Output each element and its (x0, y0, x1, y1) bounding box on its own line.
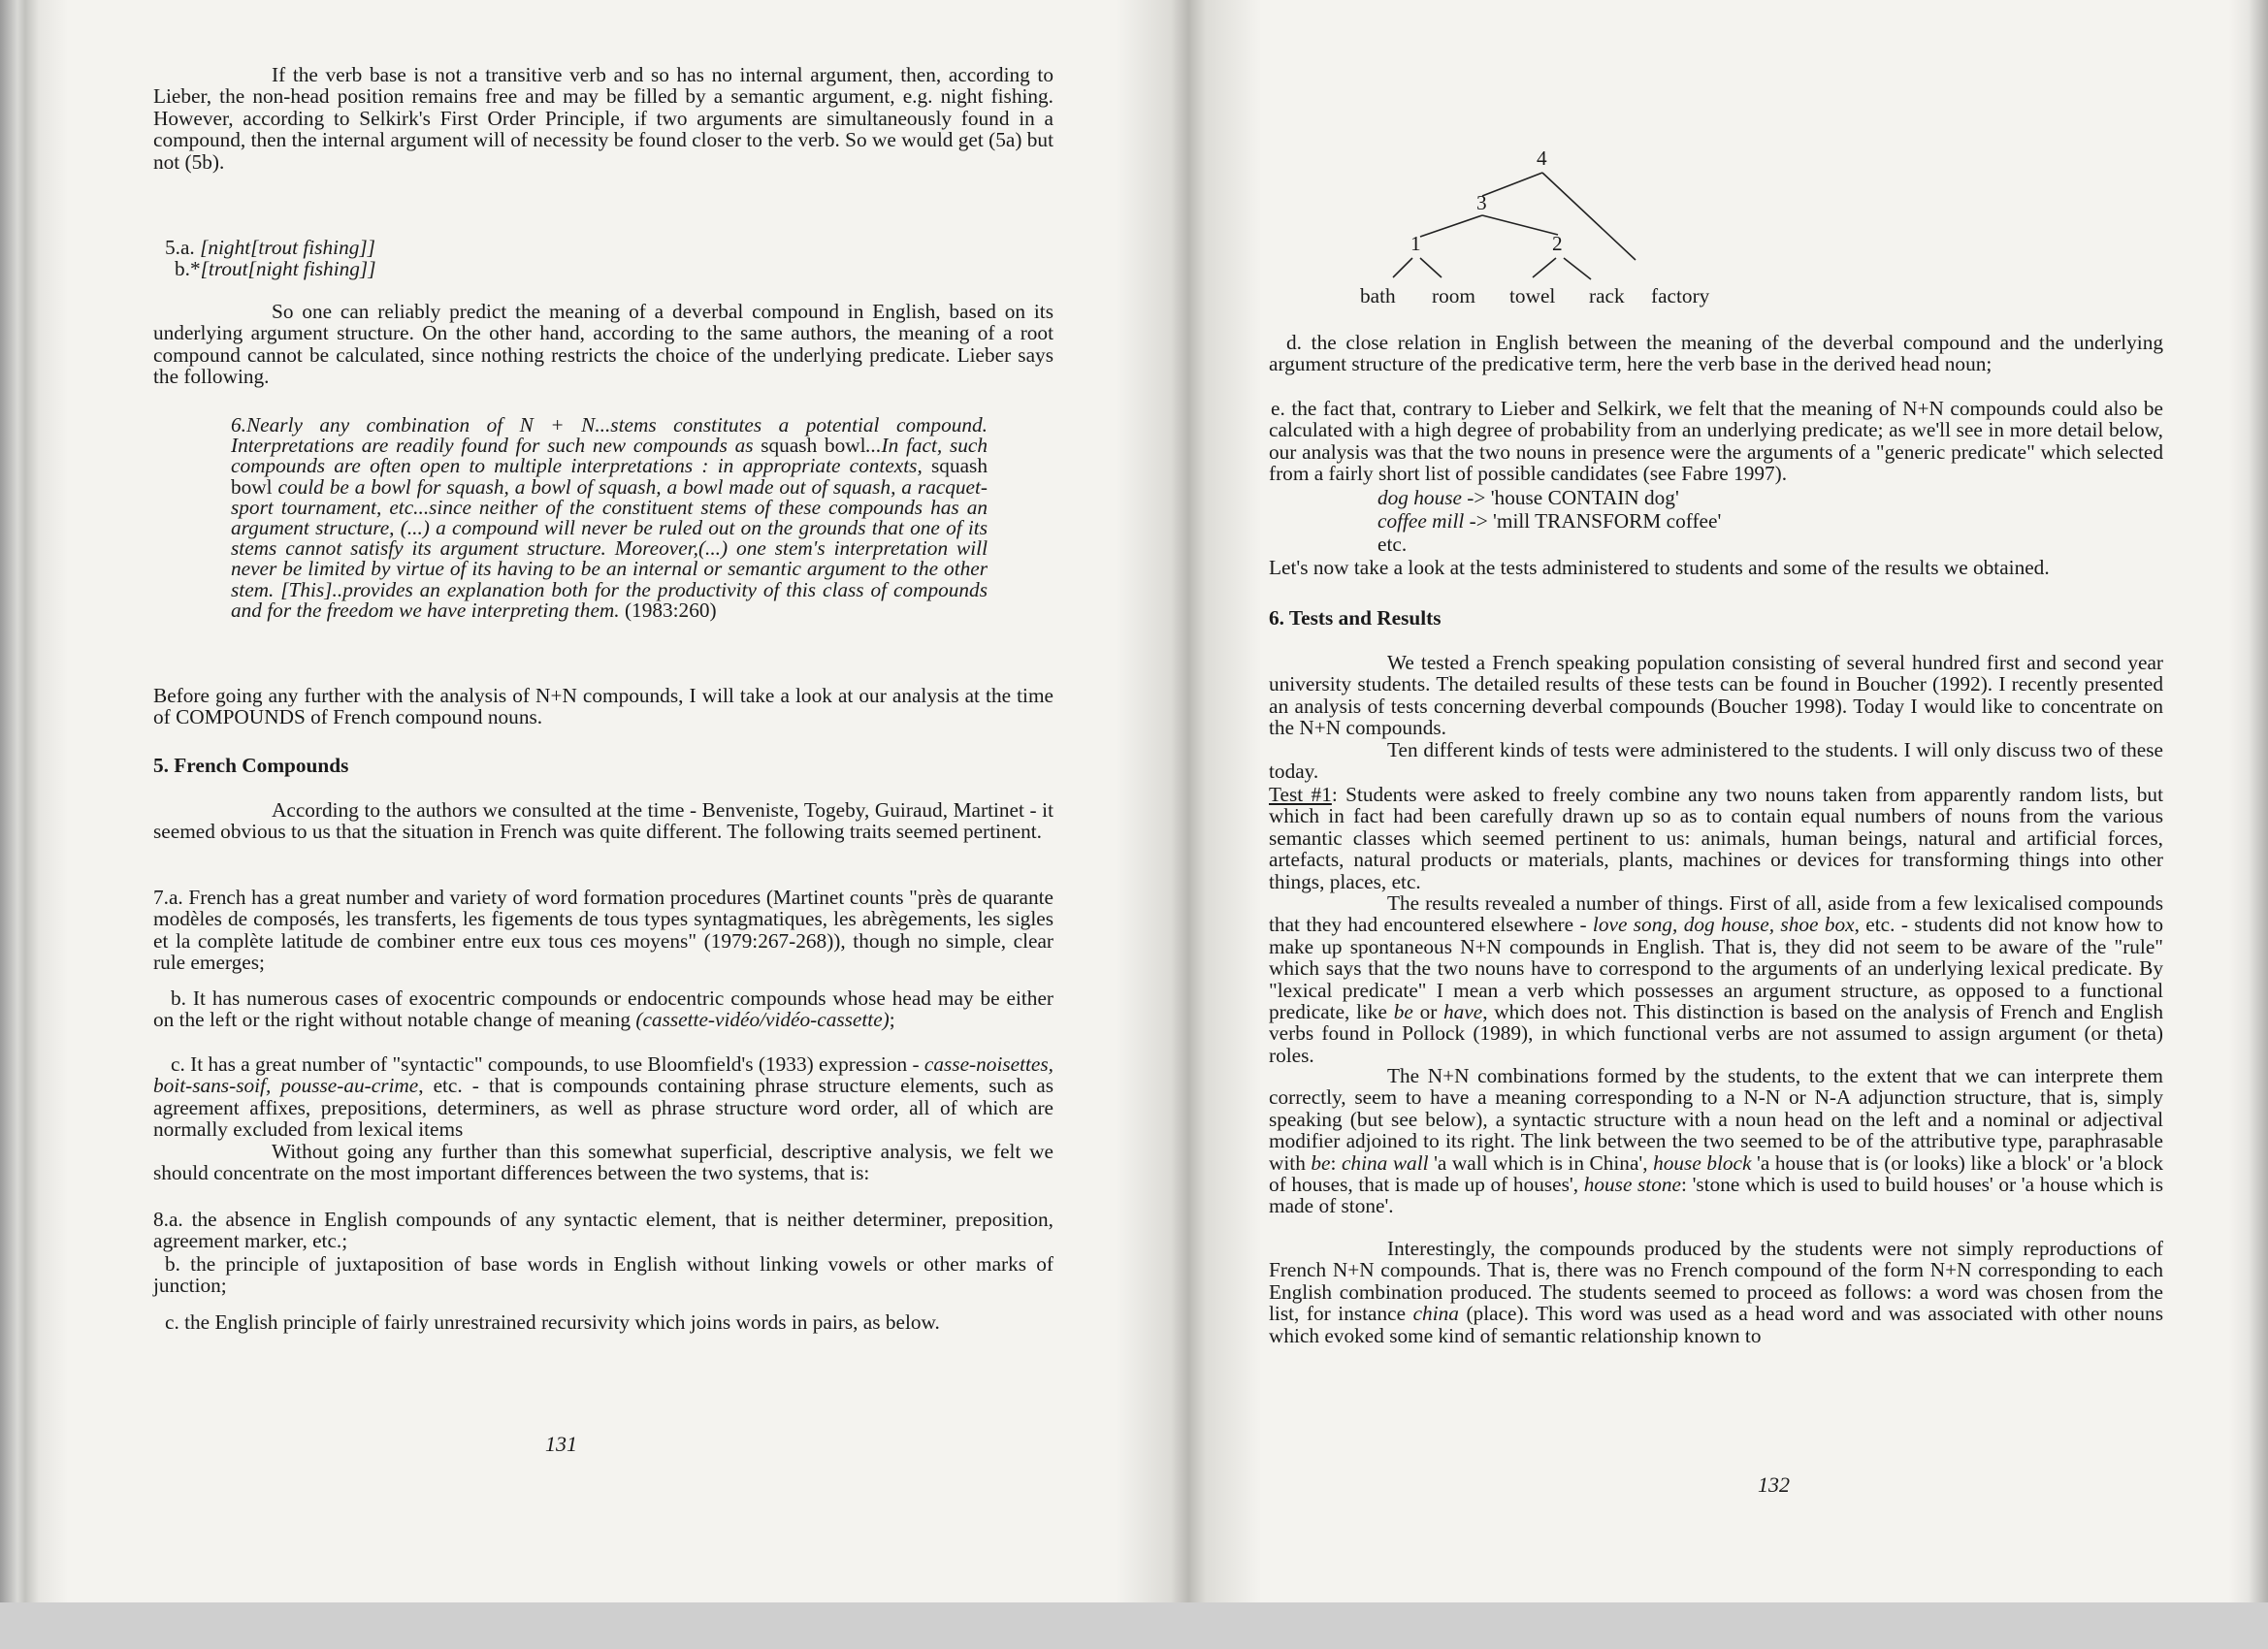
tree-node-4: 4 (1537, 146, 1547, 170)
tree-node-3: 3 (1476, 191, 1487, 214)
item-8c: c. the English principle of fairly unrestrained recursivity which joins words in pairs, as below. (165, 1310, 940, 1334)
item-e: e. the fact that, contrary to Lieber and Selkirk, we felt that the meaning of N+N compounds could also be calculated with a high degree of probability from an underlying predicate; as we'll see in more detail below, our analysis was that the two nouns in presence were the arguments of a "generic predicate" which selected from a fairly short list of possible candidates (see Fabre 1997). (1269, 397, 2163, 486)
branch-2-rack (1564, 258, 1591, 279)
paragraph-reliably: So one can reliably predict the meaning of a deverbal compound in English, based on its underlying argument structure. On the other hand, according to the same authors, the meaning of a root compound cannot be calculated, since nothing restricts the choice of the underlying predicate. Lieber says the following. (153, 300, 1053, 389)
example-5a: 5.a. [night[trout fishing]] (165, 236, 375, 259)
compound-tree-diagram (1269, 136, 1710, 330)
item-8a: 8.a. the absence in English compounds of any syntactic element, that is neither determiner, preposition, agreement marker, etc.; (153, 1208, 1053, 1253)
section-heading-5: 5. French Compounds (153, 754, 349, 777)
example-dog-house: dog house -> 'house CONTAIN dog' (1377, 486, 1679, 509)
item-7b: b. It has numerous cases of exocentric compounds or endocentric compounds whose head may be either on the left or the right without notable change of meaning (cassette-vidéo/vidéo-cassette); (153, 986, 1053, 1032)
scanner-bed (0, 1602, 2268, 1649)
branch-1-bath (1393, 258, 1412, 277)
branch-4-3 (1482, 173, 1542, 196)
tree-node-2: 2 (1552, 232, 1563, 255)
paragraph-ten: Ten different kinds of tests were administered to the students. I will only discuss two of these today. (1269, 738, 2163, 784)
book-gutter (1116, 0, 1261, 1602)
item-7c: c. It has a great number of "syntactic" compounds, to use Bloomfield's (1933) expression - casse-noisettes, boit-sans-soif, pousse-au-crime, etc. - that is compounds containing phrase structure elements, such as agreement affixes, prepositions, determiners, as well as phrase structure word order, all of which are normally excluded from lexical items (153, 1052, 1053, 1142)
item-d: d. the close relation in English between the meaning of the deverbal compound and the underlying argument structure of the predicative term, here the verb base in the derived head noun; (1269, 331, 2163, 376)
branch-2-towel (1533, 258, 1556, 277)
page-number-right: 132 (1758, 1472, 1790, 1497)
paragraph-results: The results revealed a number of things. First of all, aside from a few lexicalised compounds that they had encountered elsewhere - love song, dog house, shoe box, etc. - students did not know how to make up spontaneous N+N compounds in English. That is, they did not seem to be aware of the "rule" which says that the two nouns have to correspond to the arguments of an underlying lexical predicate. By "lexical predicate" I mean a verb which possesses an argument structure, as opposed to a functional predicate, like be or have, which does not. This distinction is based on the analysis of French and English verbs found in Pollock (1989), in which functional verbs are not assumed to assign argument (or theta) roles. (1269, 891, 2163, 1067)
item-7a: 7.a. French has a great number and variety of word formation procedures (Martinet counts "près de quarante modèles de composés, les transferts, les figements de tous types syntagmatiques, les abrègements, les sigles et la complète latitude de combiner entre eux tous ces moyens" (1979:267-268)), though no simple, clear rule emerges; (153, 886, 1053, 975)
paragraph-tested: We tested a French speaking population consisting of several hundred first and second year university students. The detailed results of these tests can be found in Boucher (1992). I recently presented an analysis of tests concerning deverbal compounds (Boucher 1998). Today I would like to concentrate on the N+N compounds. (1269, 651, 2163, 740)
tree-leaf-rack: rack (1589, 284, 1625, 307)
example-5b: b.*[trout[night fishing]] (175, 257, 376, 280)
lieber-quote: 6.Nearly any combination of N + N...stems constitutes a potential compound. Interpretations are readily found for such new compounds as squash bowl...In fact, such compounds are often open to multiple interpretations : in appropriate contexts, squash bowl could be a bowl for squash, a bowl of squash, a bowl made out of squash, a racquet-sport tournament, etc...since neither of the constituent stems of these compounds has an argument structure, (...) a compound will never be ruled out on the grounds that one of its stems cannot satisfy its argument structure. Moreover,(...) one stem's interpretation will never be limited by virtue of its having to be an internal or semantic argument to the other stem. [This]..provides an explanation both for the productivity of this class of compounds and for the freedom we have interpreting them. (1983:260) (231, 413, 988, 622)
paragraph-before: Before going any further with the analysis of N+N compounds, I will take a look at our analysis at the time of COMPOUNDS of French compound nouns. (153, 684, 1053, 729)
page-number-left: 131 (545, 1432, 577, 1456)
paragraph-combinations: The N+N combinations formed by the students, to the extent that we can interprete them correctly, seem to have a meaning corresponding to a N-N or N-A adjunction structure, that is, simply speaking (but see below), a syntactic structure with a noun head on the left and a nominal or adjectival modifier adjoined to its right. The link between the two seemed to be of the attributive type, paraphrasable with be: china wall 'a wall which is in China', house block 'a house that is (or looks) like a block' or 'a block of houses, that is made up of houses', house stone: 'stone which is used to build houses' or 'a house which is made of stone'. (1269, 1064, 2163, 1218)
example-etc: etc. (1377, 533, 1408, 556)
paragraph-without: Without going any further than this somewhat superficial, descriptive analysis, we felt we should concentrate on the most important differences between the two systems, that is: (153, 1140, 1053, 1185)
paragraph-authors: According to the authors we consulted at the time - Benveniste, Togeby, Guiraud, Martinet - it seemed obvious to us that the situation in French was quite different. The following traits seemed pertinent. (153, 798, 1053, 844)
paragraph-lets: Let's now take a look at the tests administered to students and some of the results we obtained. (1269, 556, 2050, 579)
section-heading-6: 6. Tests and Results (1269, 606, 1442, 630)
paragraph-verb-base: If the verb base is not a transitive verb and so has no internal argument, then, according to Lieber, the non-head position remains free and may be filled by a semantic argument, e.g. night fishing. However, according to Selkirk's First Order Principle, if two arguments are simultaneously found in a compound, then the internal argument will of necessity be found closer to the verb. So we would get (5a) but not (5b). (153, 63, 1053, 174)
tree-leaf-room: room (1432, 284, 1475, 307)
paragraph-interestingly: Interestingly, the compounds produced by the students were not simply reproductions of French N+N compounds. That is, there was no French compound of the form N+N corresponding to each English combination produced. The students seemed to proceed as follows: a word was chosen from the list, for instance china (place). This word was used as a head word and was associated with other nouns which evoked some kind of semantic relationship known to (1269, 1237, 2163, 1347)
branch-1-room (1420, 258, 1442, 277)
tree-node-1: 1 (1410, 232, 1421, 255)
right-page-edge (2229, 0, 2268, 1602)
tree-leaf-towel: towel (1509, 284, 1556, 307)
left-page-edge (0, 0, 68, 1602)
paragraph-test1: Test #1: Students were asked to freely combine any two nouns taken from apparently random lists, but which in fact had been carefully drawn up so as to contain equal numbers of nouns from the various semantic classes which seemed pertinent to us: animals, human beings, natural and artificial forces, artefacts, natural products or materials, plants, machines or devices for transforming things into other things, places, etc. (1269, 783, 2163, 893)
branch-3-2 (1482, 215, 1558, 235)
branch-3-1 (1420, 215, 1482, 237)
example-coffee-mill: coffee mill -> 'mill TRANSFORM coffee' (1377, 509, 1722, 533)
item-8b: b. the principle of juxtaposition of base words in English without linking vowels or other marks of junction; (153, 1252, 1053, 1298)
tree-leaf-factory: factory (1651, 284, 1710, 307)
tree-leaf-bath: bath (1360, 284, 1396, 307)
